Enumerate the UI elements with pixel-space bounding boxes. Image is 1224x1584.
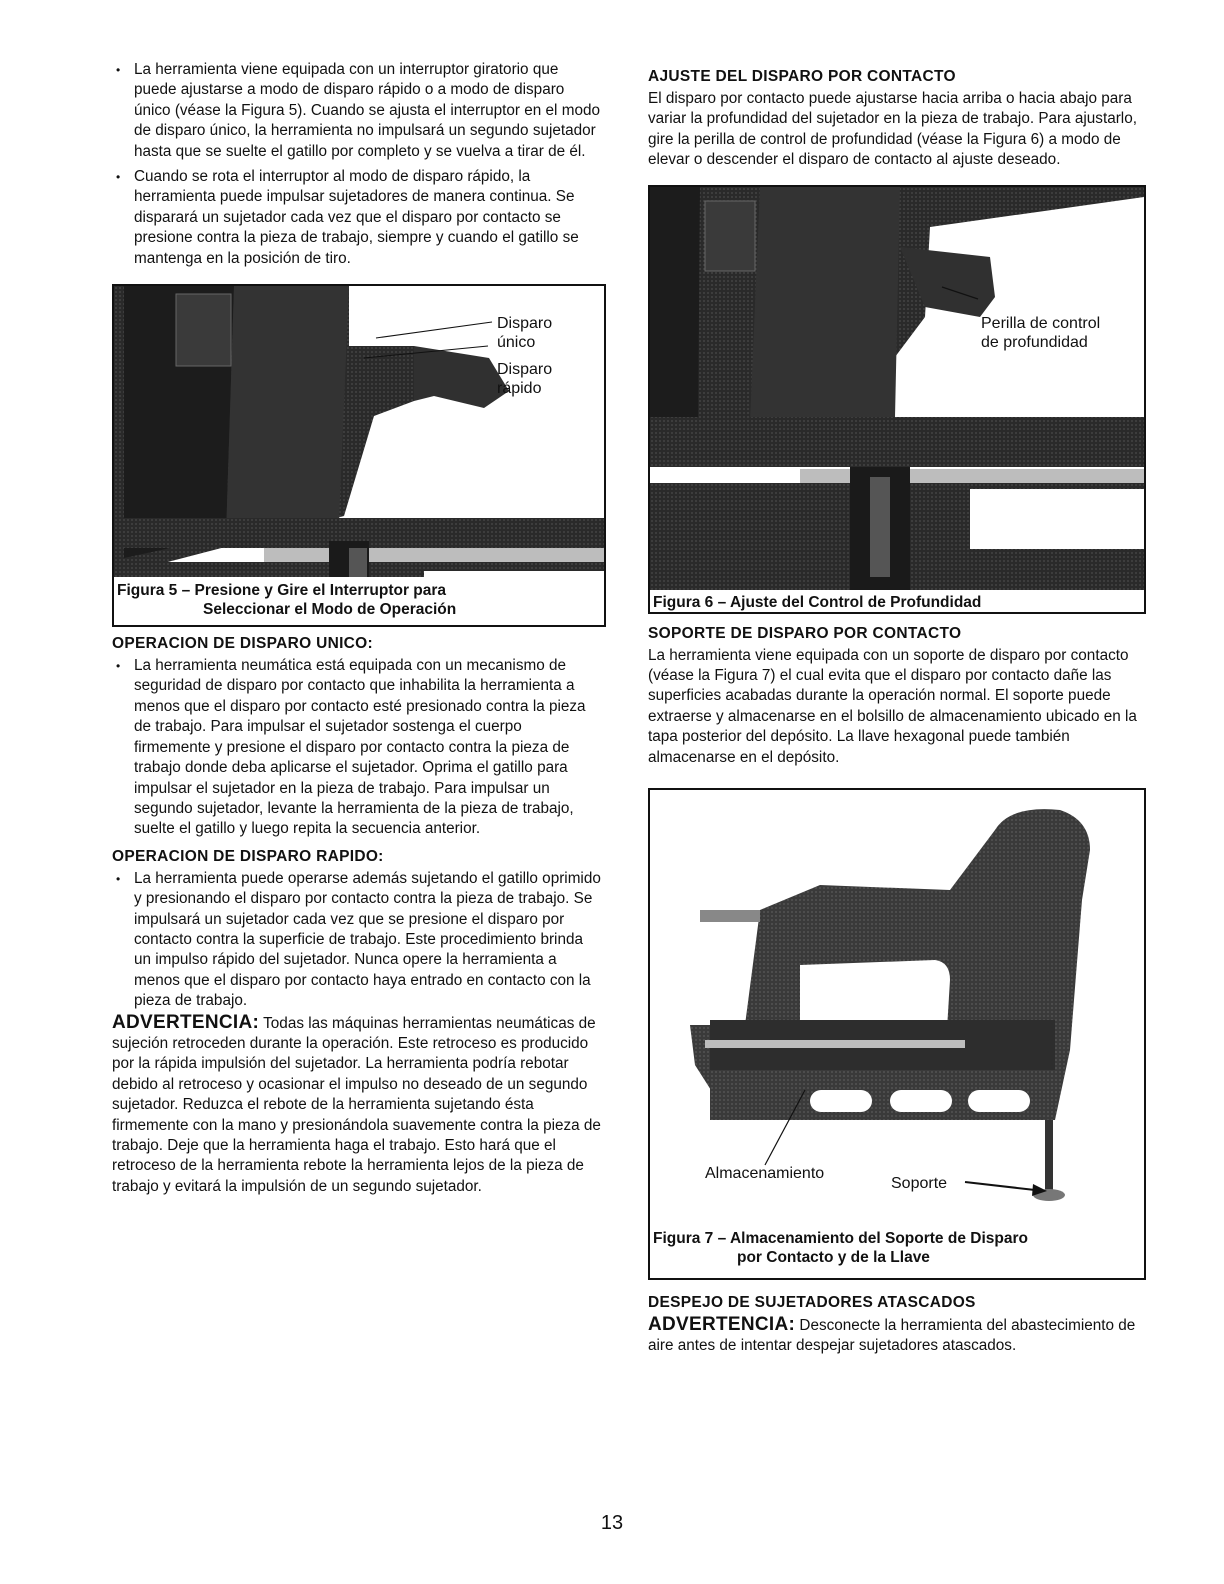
figure-6-caption: Figura 6 – Ajuste del Control de Profundidad	[650, 590, 1146, 614]
figure-5	[112, 284, 606, 627]
bullet-switch: • La herramienta viene equipada con un interruptor giratorio que puede ajustarse a modo de disparo rápido o a modo de disparo único (véase la Figura 5). Cuando se ajusta el interruptor en el modo de disparo único, la herramienta no impulsará un segundo sujetador hasta que se suelte el gatillo por completo y se vuelva a tirar de él.	[112, 60, 602, 162]
callout-storage: Almacenamiento	[705, 1165, 825, 1183]
bullet-rapid-rotation: • Cuando se rota el interruptor al modo de disparo rápido, la herramienta puede impulsar sujetadores de manera continua. Se disparará un sujetador cada vez que el disparo por contacto se presione contra la pieza de trabajo, siempre y cuando el gatillo se mantenga en la posición de tiro.	[112, 167, 602, 269]
figure-7-caption	[650, 1225, 1144, 1278]
mode-bullets	[112, 60, 602, 269]
callout-support: Soporte	[891, 1175, 948, 1193]
rapid-fire-text: • La herramienta puede operarse además sujetando el gatillo oprimido y presionando el disparo por contacto contra la pieza de trabajo. Se impulsará un sujetador cada vez que se presione el disparo por contacto contra la superficie de trabajo. Este procedimiento brinda un impulso rápido del sujetador. Nunca opere la herramienta a menos que el disparo por contacto haya entrado en contacto con la pieza de trabajo.	[112, 869, 602, 1012]
recoil-warning-label: ADVERTENCIA:	[112, 1011, 260, 1033]
callout-rapid-fire: Disparo rápido	[497, 361, 553, 398]
figure-7-photo	[650, 790, 1144, 1278]
callout-single-fire: Disparo único	[497, 315, 553, 352]
recoil-warning	[112, 1013, 602, 1198]
single-fire-list	[112, 656, 602, 840]
jam-warning	[648, 1315, 1146, 1357]
single-fire-text: • La herramienta neumática está equipada con un mecanismo de seguridad de disparo por contacto que inhabilita la herramienta a menos que el disparo por contacto esté presionado contra la pieza de trabajo. Para impulsar el sujetador sostenga el cuerpo firmemente y presione el disparo por contacto contra la pieza de trabajo donde deba aplicarse el sujetador. Oprima el gatillo para impulsar el sujetador en la pieza de trabajo. Para impulsar un segundo sujetador, levante la herramienta de la pieza de trabajo, suelte el gatillo y luego repita la secuencia anterior.	[112, 656, 602, 840]
adjust-text: El disparo por contacto puede ajustarse hacia arriba o hacia abajo para variar la profundidad del sujetador en la pieza de trabajo. Para ajustarlo, gire la perilla de control de profundidad (véase la Figura 6) a modo de elevar o descender el disparo de contacto al ajuste deseado.	[648, 90, 1137, 169]
figure-5-caption-line1: Figura 5 – Presione y Gire el Interruptor para	[117, 582, 447, 600]
support-text: La herramienta viene equipada con un soporte de disparo por contacto (véase la Figura 7) el cual evita que el disparo por contacto dañe las superficies acabadas durante la operación normal. El soporte puede extraerse y almacenarse en el bolsillo de almacenamiento ubicado en la tapa posterior del depósito. La llave hexagonal puede también almacenarse en el depósito.	[648, 646, 1137, 766]
recoil-warning-text: Todas las máquinas herramientas neumáticas de sujeción retroceden durante la operación. Este retroceso es producido por la rápida impulsión del sujetador. La herramienta podría rebotar debido al retroceso y ocasionar el impulso no deseado de un segundo sujetador. Reduzca el rebote de la herramienta sujetando ésta firmemente con la mano y presionándola suavemente contra la pieza de trabajo. Deje que la herramienta haga el trabajo. Esto hará que el retroceso de la herramienta rebote la herramienta lejos de la pieza de trabajo y evitará la impulsión de un segundo sujetador.	[112, 1014, 601, 1195]
jam-warning-label: ADVERTENCIA:	[648, 1314, 796, 1336]
jam-warning-text: Desconecte la herramienta del abastecimiento de aire antes de intentar despejar sujetadores atascados.	[648, 1317, 1136, 1355]
single-fire-heading: OPERACION DE DISPARO UNICO:	[112, 635, 373, 653]
figure-6-photo	[650, 187, 1144, 612]
page-number: 13	[600, 1512, 624, 1534]
figure-5-caption-line2: Seleccionar el Modo de Operación	[203, 601, 457, 619]
right-column	[648, 60, 1146, 1357]
figure-7	[648, 788, 1146, 1280]
adjust-heading: AJUSTE DEL DISPARO POR CONTACTO	[648, 68, 956, 85]
rapid-fire-list	[112, 869, 602, 1012]
figure-7-caption-line2: por Contacto y de la Llave	[737, 1249, 930, 1267]
left-column	[112, 60, 602, 1197]
rapid-fire-heading: OPERACION DE DISPARO RAPIDO:	[112, 847, 384, 865]
figure-7-caption-line1: Figura 7 – Almacenamiento del Soporte de Disparo	[653, 1230, 1028, 1248]
figure-5-caption	[114, 577, 604, 625]
jam-heading: DESPEJO DE SUJETADORES ATASCADOS	[648, 1294, 976, 1312]
callout-depth-knob: Perilla de control de profundidad	[981, 314, 1101, 351]
support-heading: SOPORTE DE DISPARO POR CONTACTO	[648, 624, 962, 642]
figure-6	[648, 185, 1146, 614]
